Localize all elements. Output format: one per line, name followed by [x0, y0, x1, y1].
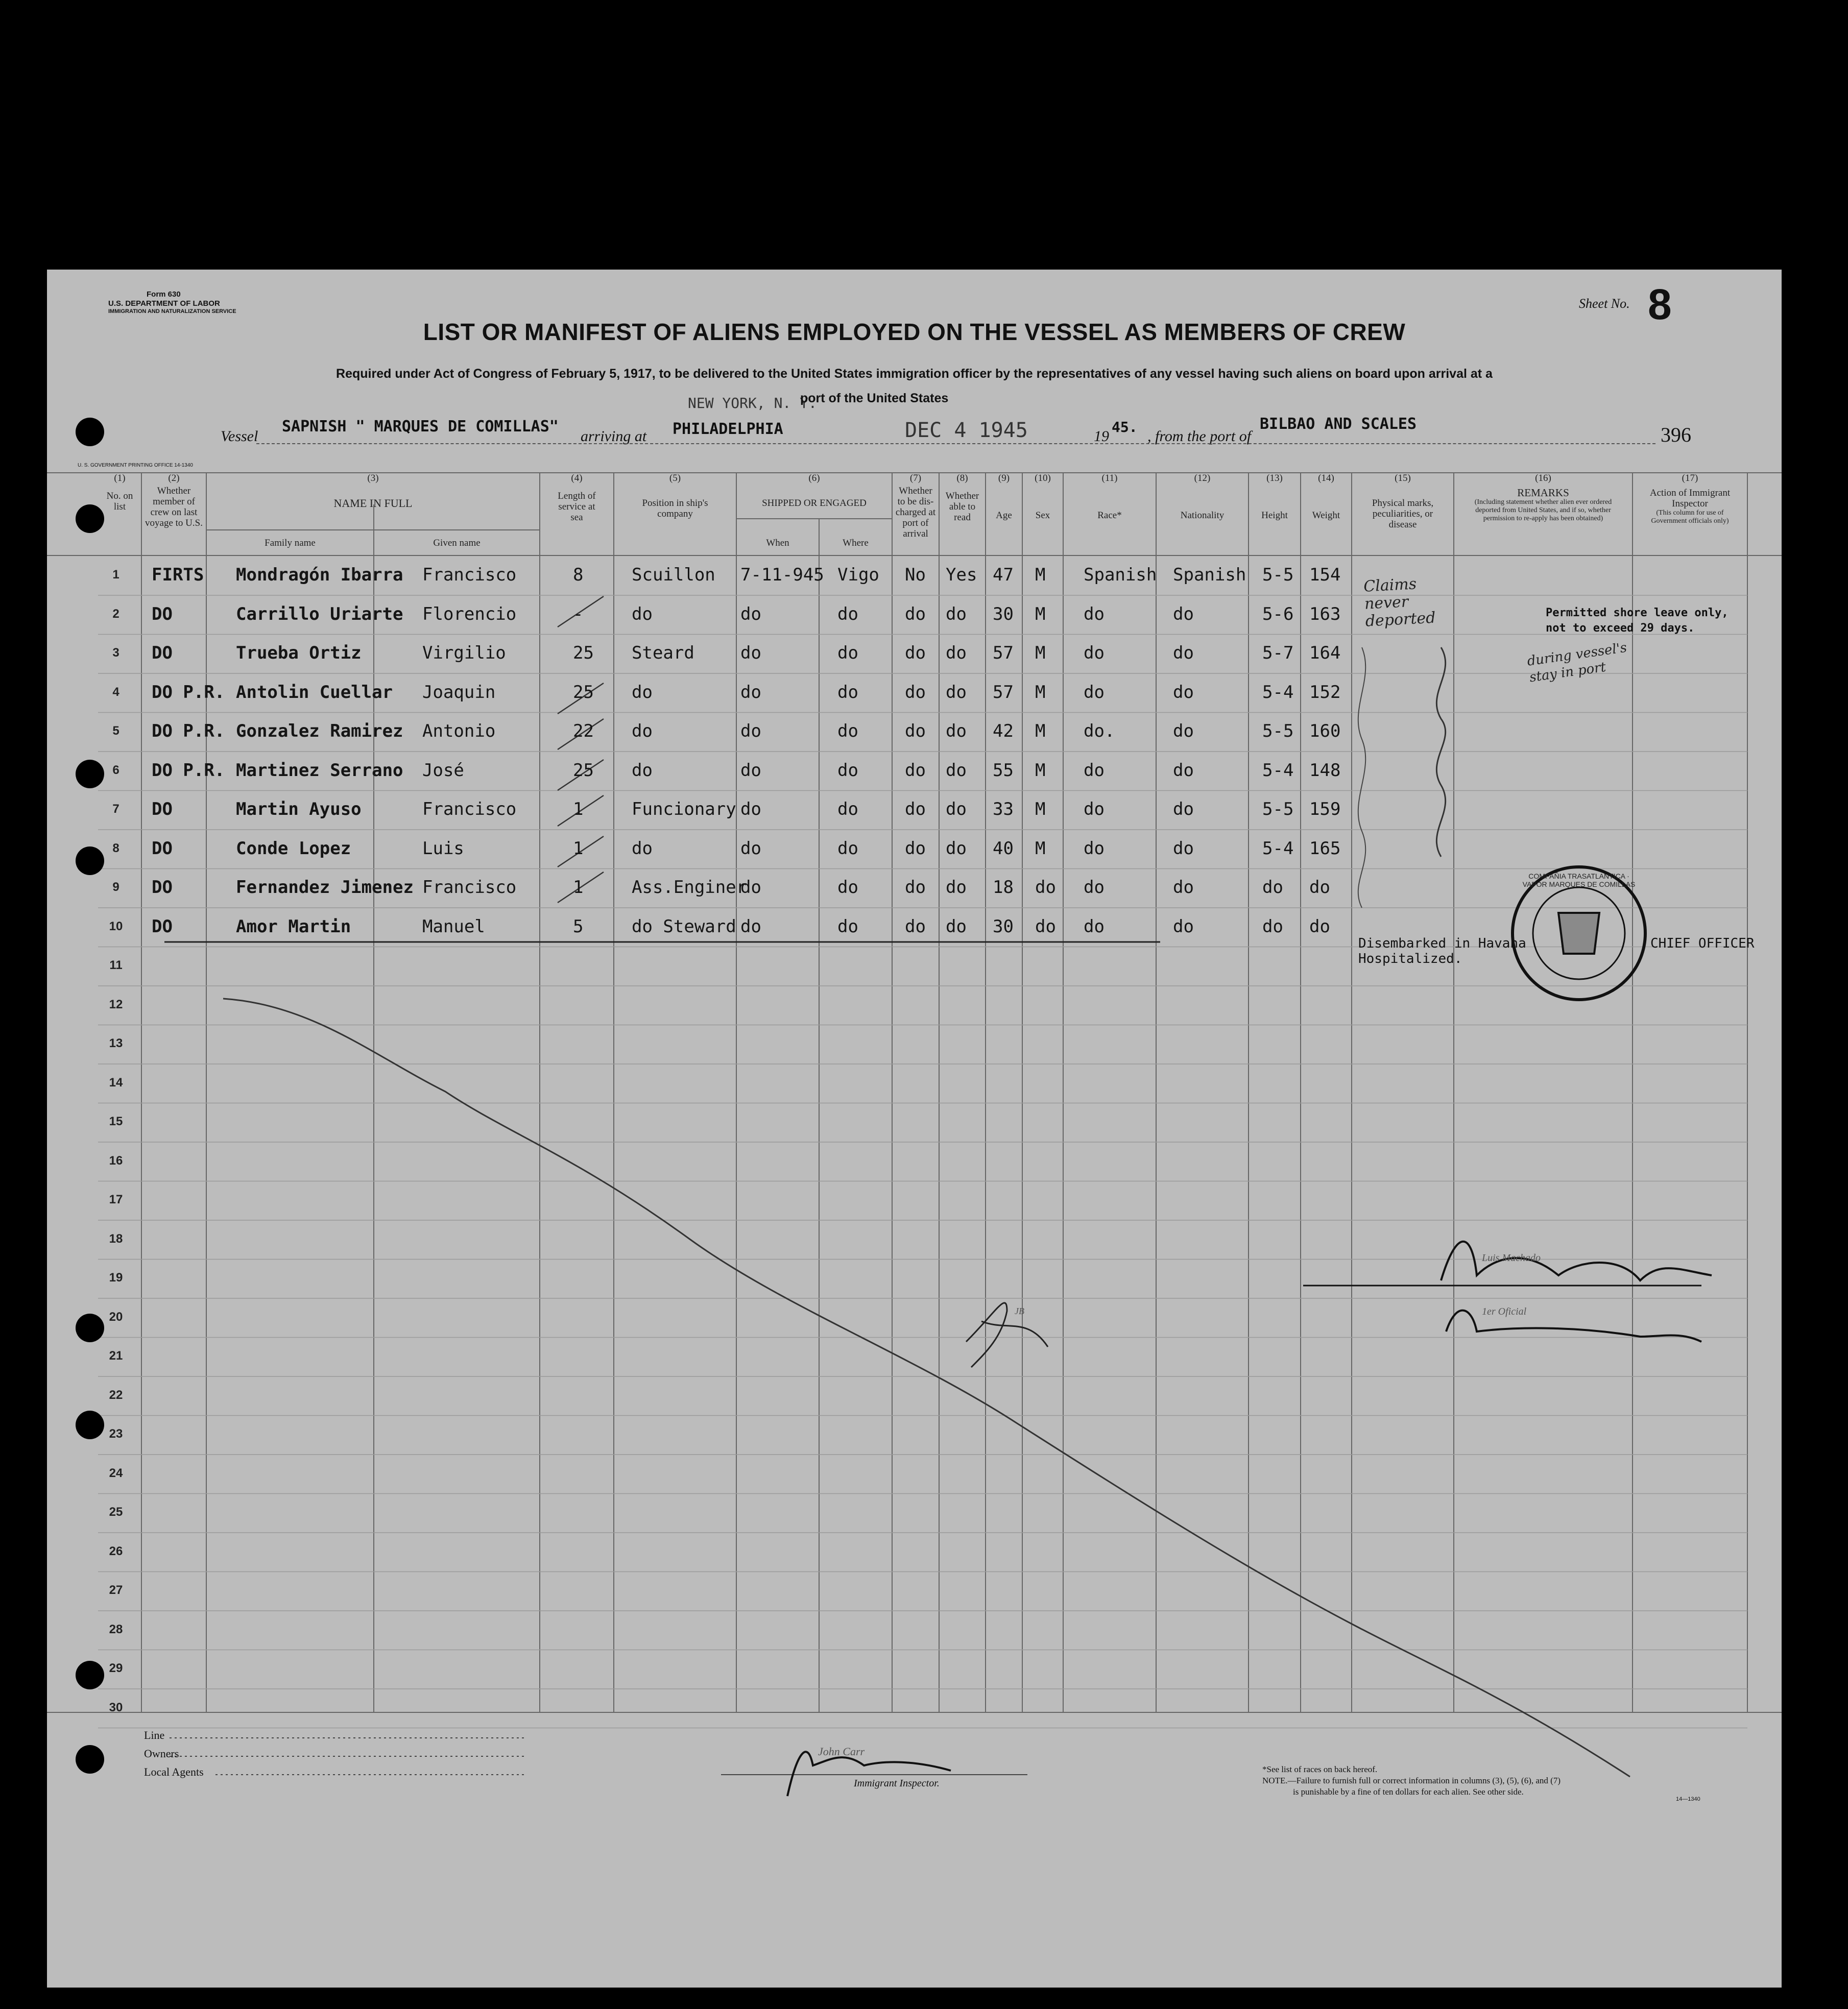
line-number: 19 — [109, 1271, 123, 1285]
chief-officer-label: CHIEF OFFICER — [1650, 936, 1755, 951]
member-of-crew-cell: DO — [152, 799, 173, 819]
line-number: 21 — [109, 1349, 123, 1363]
height-cell: 5-7 — [1262, 643, 1294, 663]
footer-note-1: *See list of races on back hereof. — [1262, 1764, 1378, 1774]
department: U.S. DEPARTMENT OF LABOR — [108, 299, 220, 308]
shipped-when-cell: do — [740, 838, 761, 859]
nationality-cell: do — [1173, 916, 1194, 937]
given-name-cell: Joaquin — [422, 682, 496, 703]
weight-cell: 160 — [1309, 721, 1341, 741]
footer-owners-label: Owners — [144, 1747, 179, 1760]
col-2-header: (2) Whether member of crew on last voyage to U.S. — [145, 473, 203, 528]
given-name-cell: José — [422, 760, 464, 781]
binder-hole — [76, 1661, 104, 1689]
weight-cell: 164 — [1309, 643, 1341, 663]
sex-cell: M — [1035, 603, 1046, 624]
col-11-header: (11) Race* — [1097, 473, 1122, 521]
shipped-when-cell: 7-11-945 — [740, 565, 824, 585]
race-cell: do — [1084, 603, 1105, 624]
position-cell: do — [632, 838, 653, 859]
officer-signature-name: Luis Machado — [1482, 1252, 1541, 1264]
cancellation-line — [223, 999, 1630, 1777]
discharged-cell: do — [905, 643, 926, 663]
race-cell: do — [1084, 916, 1105, 937]
age-cell: 30 — [993, 916, 1014, 937]
col-4-header: (4) Length of service at sea — [558, 473, 596, 523]
remarks-line-2: not to exceed 29 days. — [1546, 622, 1695, 635]
position-cell: do Steward — [632, 916, 736, 937]
shipped-when-cell: do — [740, 916, 761, 937]
officer-signature-title: 1er Oficial — [1482, 1306, 1527, 1317]
length-of-service-cell: 25 — [573, 682, 594, 703]
sex-cell: M — [1035, 682, 1046, 703]
weight-cell: 159 — [1309, 799, 1341, 819]
height-cell: 5-4 — [1262, 682, 1294, 703]
nationality-cell: do — [1173, 603, 1194, 624]
remarks-line-1: Permitted shore leave only, — [1546, 607, 1729, 619]
company-stamp-text: COMPAÑIA TRASATLANTICA · VAPOR MARQUES DE COMILLAS — [1522, 872, 1636, 888]
weight-cell: 163 — [1309, 603, 1341, 624]
service: IMMIGRATION AND NATURALIZATION SERVICE — [108, 308, 236, 314]
col-10-header: (10) Sex — [1035, 473, 1051, 521]
col-17-header: (17) Action of Immigrant Inspector (This column for use of Government officials only) — [1649, 473, 1731, 525]
given-name-cell: Florencio — [422, 603, 517, 624]
col-12-header: (12) Nationality — [1180, 473, 1225, 521]
remarks-brace — [1436, 647, 1445, 857]
family-name-cell: Gonzalez Ramirez — [236, 721, 403, 741]
vessel-line-rule — [256, 443, 1655, 444]
weight-cell: do — [1309, 916, 1330, 937]
form-number: Form 630 — [147, 290, 181, 299]
family-name-cell: Martinez Serrano — [236, 760, 403, 781]
shipped-when-cell: do — [740, 877, 761, 898]
line-number: 17 — [109, 1193, 123, 1206]
col-16-header: (16) REMARKS (Including statement whether alien ever ordered deported from United States, and if so, whether permission to re-apply has been obtained) — [1474, 473, 1612, 522]
sex-cell: M — [1035, 721, 1046, 741]
family-name-cell: Conde Lopez — [236, 838, 351, 859]
nationality-cell: do — [1173, 682, 1194, 703]
discharged-cell: do — [905, 682, 926, 703]
family-name-cell: Carrillo Uriarte — [236, 603, 403, 624]
race-cell: do — [1084, 838, 1105, 859]
height-cell: do — [1262, 916, 1283, 937]
port-line: port of the United States — [800, 391, 949, 405]
col-9-header: (9) Age — [996, 473, 1012, 521]
position-cell: Steard — [632, 643, 694, 663]
family-name-cell: Mondragón Ibarra — [236, 565, 403, 585]
weight-cell: 152 — [1309, 682, 1341, 703]
able-to-read-cell: do — [946, 603, 967, 624]
inspector-signature-name: John Carr — [818, 1745, 865, 1758]
length-of-service-cell: 8 — [573, 565, 584, 585]
position-cell: do — [632, 682, 653, 703]
height-cell: 5-4 — [1262, 838, 1294, 859]
race-cell: do — [1084, 799, 1105, 819]
race-cell: do — [1084, 682, 1105, 703]
family-name-cell: Amor Martin — [236, 916, 351, 937]
weight-cell: 165 — [1309, 838, 1341, 859]
line-number: 27 — [109, 1583, 123, 1597]
nationality-cell: do — [1173, 760, 1194, 781]
member-of-crew-cell: DO P.R. — [152, 682, 225, 703]
line-number: 6 — [112, 763, 119, 777]
sex-cell: M — [1035, 838, 1046, 859]
length-of-service-cell: 25 — [573, 760, 594, 781]
form-subtitle: Required under Act of Congress of February 5, 1917, to be delivered to the United States immigration officer by the representatives of any vessel having such aliens on board upon arrival at a — [336, 367, 1493, 381]
binder-hole — [76, 1411, 104, 1439]
age-cell: 47 — [993, 565, 1014, 585]
shipped-where-cell: do — [837, 603, 858, 624]
col-1-header: (1) No. on list — [106, 473, 133, 512]
line-number: 20 — [109, 1310, 123, 1324]
weight-cell: do — [1309, 877, 1330, 898]
inspector-initials-scrawl — [966, 1303, 1048, 1367]
given-name-cell: Manuel — [422, 916, 485, 937]
shipped-when-cell: do — [740, 760, 761, 781]
binder-hole — [76, 1745, 104, 1774]
age-cell: 55 — [993, 760, 1014, 781]
line-number: 14 — [109, 1075, 123, 1090]
family-name-cell: Martin Ayuso — [236, 799, 362, 819]
discharged-cell: do — [905, 799, 926, 819]
weight-cell: 154 — [1309, 565, 1341, 585]
col-13-header: (13) Height — [1261, 473, 1288, 521]
family-name-cell: Antolin Cuellar — [236, 682, 393, 703]
shipped-where-cell: do — [837, 799, 858, 819]
height-cell: 5-5 — [1262, 721, 1294, 741]
length-of-service-cell: 25 — [573, 643, 594, 663]
given-name-cell: Francisco — [422, 799, 517, 819]
shipped-where-cell: do — [837, 682, 858, 703]
line-number: 12 — [109, 997, 123, 1011]
age-cell: 57 — [993, 643, 1014, 663]
footer-form-code: 14—1340 — [1676, 1796, 1700, 1802]
race-cell: do — [1084, 877, 1105, 898]
form-title: LIST OR MANIFEST OF ALIENS EMPLOYED ON THE VESSEL AS MEMBERS OF CREW — [423, 319, 1406, 345]
given-name-cell: Virgilio — [422, 643, 506, 663]
position-cell: do — [632, 721, 653, 741]
from-label: , from the port of — [1147, 428, 1252, 445]
able-to-read-cell: do — [946, 916, 967, 937]
nationality-cell: Spanish — [1173, 565, 1246, 585]
line-number: 5 — [112, 724, 119, 738]
col-6a-header: When — [766, 538, 789, 548]
shipped-when-cell: do — [740, 721, 761, 741]
nationality-cell: do — [1173, 721, 1194, 741]
line-number: 2 — [112, 607, 119, 621]
col-3-header: (3) NAME IN FULL — [333, 473, 413, 510]
row-9-remark-1: Disembarked in Havana — [1358, 936, 1526, 951]
able-to-read-cell: do — [946, 682, 967, 703]
discharged-cell: do — [905, 603, 926, 624]
col-6b-header: Where — [843, 538, 869, 548]
family-name-cell: Trueba Ortiz — [236, 643, 362, 663]
col-15-header: (15) Physical marks, peculiarities, or disease — [1372, 473, 1434, 530]
given-name-cell: Francisco — [422, 565, 517, 585]
col-3b-header: Given name — [433, 538, 481, 548]
nationality-cell: do — [1173, 799, 1194, 819]
line-number: 1 — [112, 568, 119, 582]
discharged-cell: do — [905, 877, 926, 898]
sex-cell: M — [1035, 643, 1046, 663]
sex-cell: M — [1035, 565, 1046, 585]
shipped-when-cell: do — [740, 603, 761, 624]
manifest-sheet — [47, 270, 1782, 1988]
length-of-service-cell: 1 — [573, 877, 584, 898]
col-8-header: (8) Whether able to read — [945, 473, 979, 523]
race-cell: do — [1084, 760, 1105, 781]
length-of-service-cell: 1 — [573, 838, 584, 859]
footer-note-3: is punishable by a fine of ten dollars for each alien. See other side. — [1293, 1787, 1524, 1797]
age-cell: 40 — [993, 838, 1014, 859]
inspector-label: Immigrant Inspector. — [854, 1778, 940, 1789]
shipped-where-cell: do — [837, 760, 858, 781]
remarks-handwriting: during vessel's stay in port — [1526, 640, 1628, 686]
member-of-crew-cell: DO — [152, 916, 173, 937]
col-7-header: (7) Whether to be dis-charged at port of arrival — [895, 473, 936, 539]
physical-marks-handwriting: Claims never deported — [1363, 575, 1436, 631]
discharged-cell: No — [905, 565, 926, 585]
arriving-label: arriving at — [581, 428, 647, 445]
line-number: 23 — [109, 1427, 123, 1441]
sheet-label: Sheet No. — [1579, 296, 1630, 311]
line-number: 15 — [109, 1115, 123, 1128]
year-suffix: 45. — [1112, 419, 1138, 435]
line-number: 3 — [112, 646, 119, 660]
col-6-header: (6) SHIPPED OR ENGAGED — [762, 473, 867, 509]
col-3a-header: Family name — [265, 538, 316, 548]
line-number: 29 — [109, 1661, 123, 1675]
shipped-where-cell: do — [837, 916, 858, 937]
footer-note-2: NOTE.—Failure to furnish full or correct information in columns (3), (5), (6), and (7) — [1262, 1776, 1561, 1785]
vessel-label: Vessel — [221, 428, 258, 445]
able-to-read-cell: do — [946, 721, 967, 741]
position-cell: Scuillon — [632, 565, 715, 585]
line-number: 24 — [109, 1466, 123, 1480]
race-cell: Spanish — [1084, 565, 1157, 585]
able-to-read-cell: Yes — [946, 565, 977, 585]
line-number: 28 — [109, 1622, 123, 1636]
shipped-when-cell: do — [740, 643, 761, 663]
given-name-cell: Francisco — [422, 877, 517, 898]
member-of-crew-cell: DO — [152, 643, 173, 663]
length-of-service-cell: 5 — [573, 916, 584, 937]
age-cell: 33 — [993, 799, 1014, 819]
member-of-crew-cell: DO — [152, 877, 173, 898]
able-to-read-cell: do — [946, 799, 967, 819]
shipped-where-cell: do — [837, 643, 858, 663]
race-cell: do — [1084, 643, 1105, 663]
length-of-service-cell: 22 — [573, 721, 594, 741]
footer-agents-label: Local Agents — [144, 1765, 204, 1778]
line-number: 22 — [109, 1388, 123, 1402]
col-14-header: (14) Weight — [1312, 473, 1340, 521]
nationality-cell: do — [1173, 877, 1194, 898]
line-number: 4 — [112, 685, 119, 699]
col-5-header: (5) Position in ship's company — [642, 473, 708, 519]
height-cell: do — [1262, 877, 1283, 898]
arriving-port: PHILADELPHIA — [673, 420, 783, 438]
nationality-cell: do — [1173, 643, 1194, 663]
year-prefix: 19 — [1094, 428, 1109, 445]
sex-cell: M — [1035, 799, 1046, 819]
shipped-where-cell: do — [837, 877, 858, 898]
manifest-number: 396 — [1661, 423, 1691, 446]
age-cell: 57 — [993, 682, 1014, 703]
sex-cell: do — [1035, 916, 1056, 937]
line-number: 18 — [109, 1231, 123, 1246]
position-cell: do — [632, 760, 653, 781]
given-name-cell: Antonio — [422, 721, 496, 741]
line-number: 7 — [112, 802, 119, 816]
binder-hole — [76, 1314, 104, 1342]
position-cell: Ass.Enginer — [632, 877, 747, 898]
line-number: 25 — [109, 1505, 123, 1519]
able-to-read-cell: do — [946, 643, 967, 663]
height-cell: 5-6 — [1262, 603, 1294, 624]
from-port: BILBAO AND SCALES — [1260, 415, 1417, 433]
binder-hole — [76, 418, 104, 446]
line-number: 13 — [109, 1036, 123, 1050]
discharged-cell: do — [905, 721, 926, 741]
position-cell: Funcionary — [632, 799, 736, 819]
nationality-cell: do — [1173, 838, 1194, 859]
length-of-service-cell: 1 — [573, 799, 584, 819]
discharged-cell: do — [905, 760, 926, 781]
sex-cell: M — [1035, 760, 1046, 781]
height-cell: 5-5 — [1262, 799, 1294, 819]
discharged-cell: do — [905, 838, 926, 859]
line-number: 26 — [109, 1544, 123, 1558]
discharged-cell: do — [905, 916, 926, 937]
shipped-where-cell: do — [837, 838, 858, 859]
vessel-name: SAPNISH " MARQUES DE COMILLAS" — [282, 418, 559, 435]
shipped-where-cell: do — [837, 721, 858, 741]
binder-hole — [76, 846, 104, 875]
able-to-read-cell: do — [946, 838, 967, 859]
able-to-read-cell: do — [946, 877, 967, 898]
line-number: 11 — [109, 958, 123, 972]
shipped-when-cell: do — [740, 799, 761, 819]
printer-note: U. S. GOVERNMENT PRINTING OFFICE 14-1340 — [78, 463, 193, 468]
length-of-service-cell: - — [573, 603, 584, 624]
weight-cell: 148 — [1309, 760, 1341, 781]
able-to-read-cell: do — [946, 760, 967, 781]
binder-hole — [76, 760, 104, 788]
sex-cell: do — [1035, 877, 1056, 898]
line-number: 8 — [112, 841, 119, 855]
age-cell: 30 — [993, 603, 1014, 624]
row-9-remark-2: Hospitalized. — [1358, 951, 1462, 966]
position-cell: do — [632, 603, 653, 624]
family-name-cell: Fernandez Jimenez — [236, 877, 414, 898]
sheet-number: 8 — [1648, 280, 1672, 328]
race-cell: do. — [1084, 721, 1115, 741]
footer-line-label: Line — [144, 1729, 165, 1741]
shipped-where-cell: Vigo — [837, 565, 879, 585]
line-number: 16 — [109, 1153, 123, 1168]
height-cell: 5-5 — [1262, 565, 1294, 585]
arrival-date: DEC 4 1945 — [905, 419, 1028, 442]
inspector-initials: JB — [1015, 1306, 1024, 1316]
line-number: 30 — [109, 1700, 123, 1714]
port-stamp: NEW YORK, N. Y. — [688, 395, 817, 412]
shipped-when-cell: do — [740, 682, 761, 703]
line-number: 10 — [109, 919, 123, 933]
member-of-crew-cell: DO — [152, 603, 173, 624]
given-name-cell: Luis — [422, 838, 464, 859]
age-cell: 18 — [993, 877, 1014, 898]
age-cell: 42 — [993, 721, 1014, 741]
member-of-crew-cell: DO — [152, 838, 173, 859]
member-of-crew-cell: FIRTS — [152, 565, 204, 585]
binder-hole — [76, 504, 104, 533]
height-cell: 5-4 — [1262, 760, 1294, 781]
member-of-crew-cell: DO P.R. — [152, 760, 225, 781]
line-number: 9 — [112, 880, 119, 894]
member-of-crew-cell: DO P.R. — [152, 721, 225, 741]
